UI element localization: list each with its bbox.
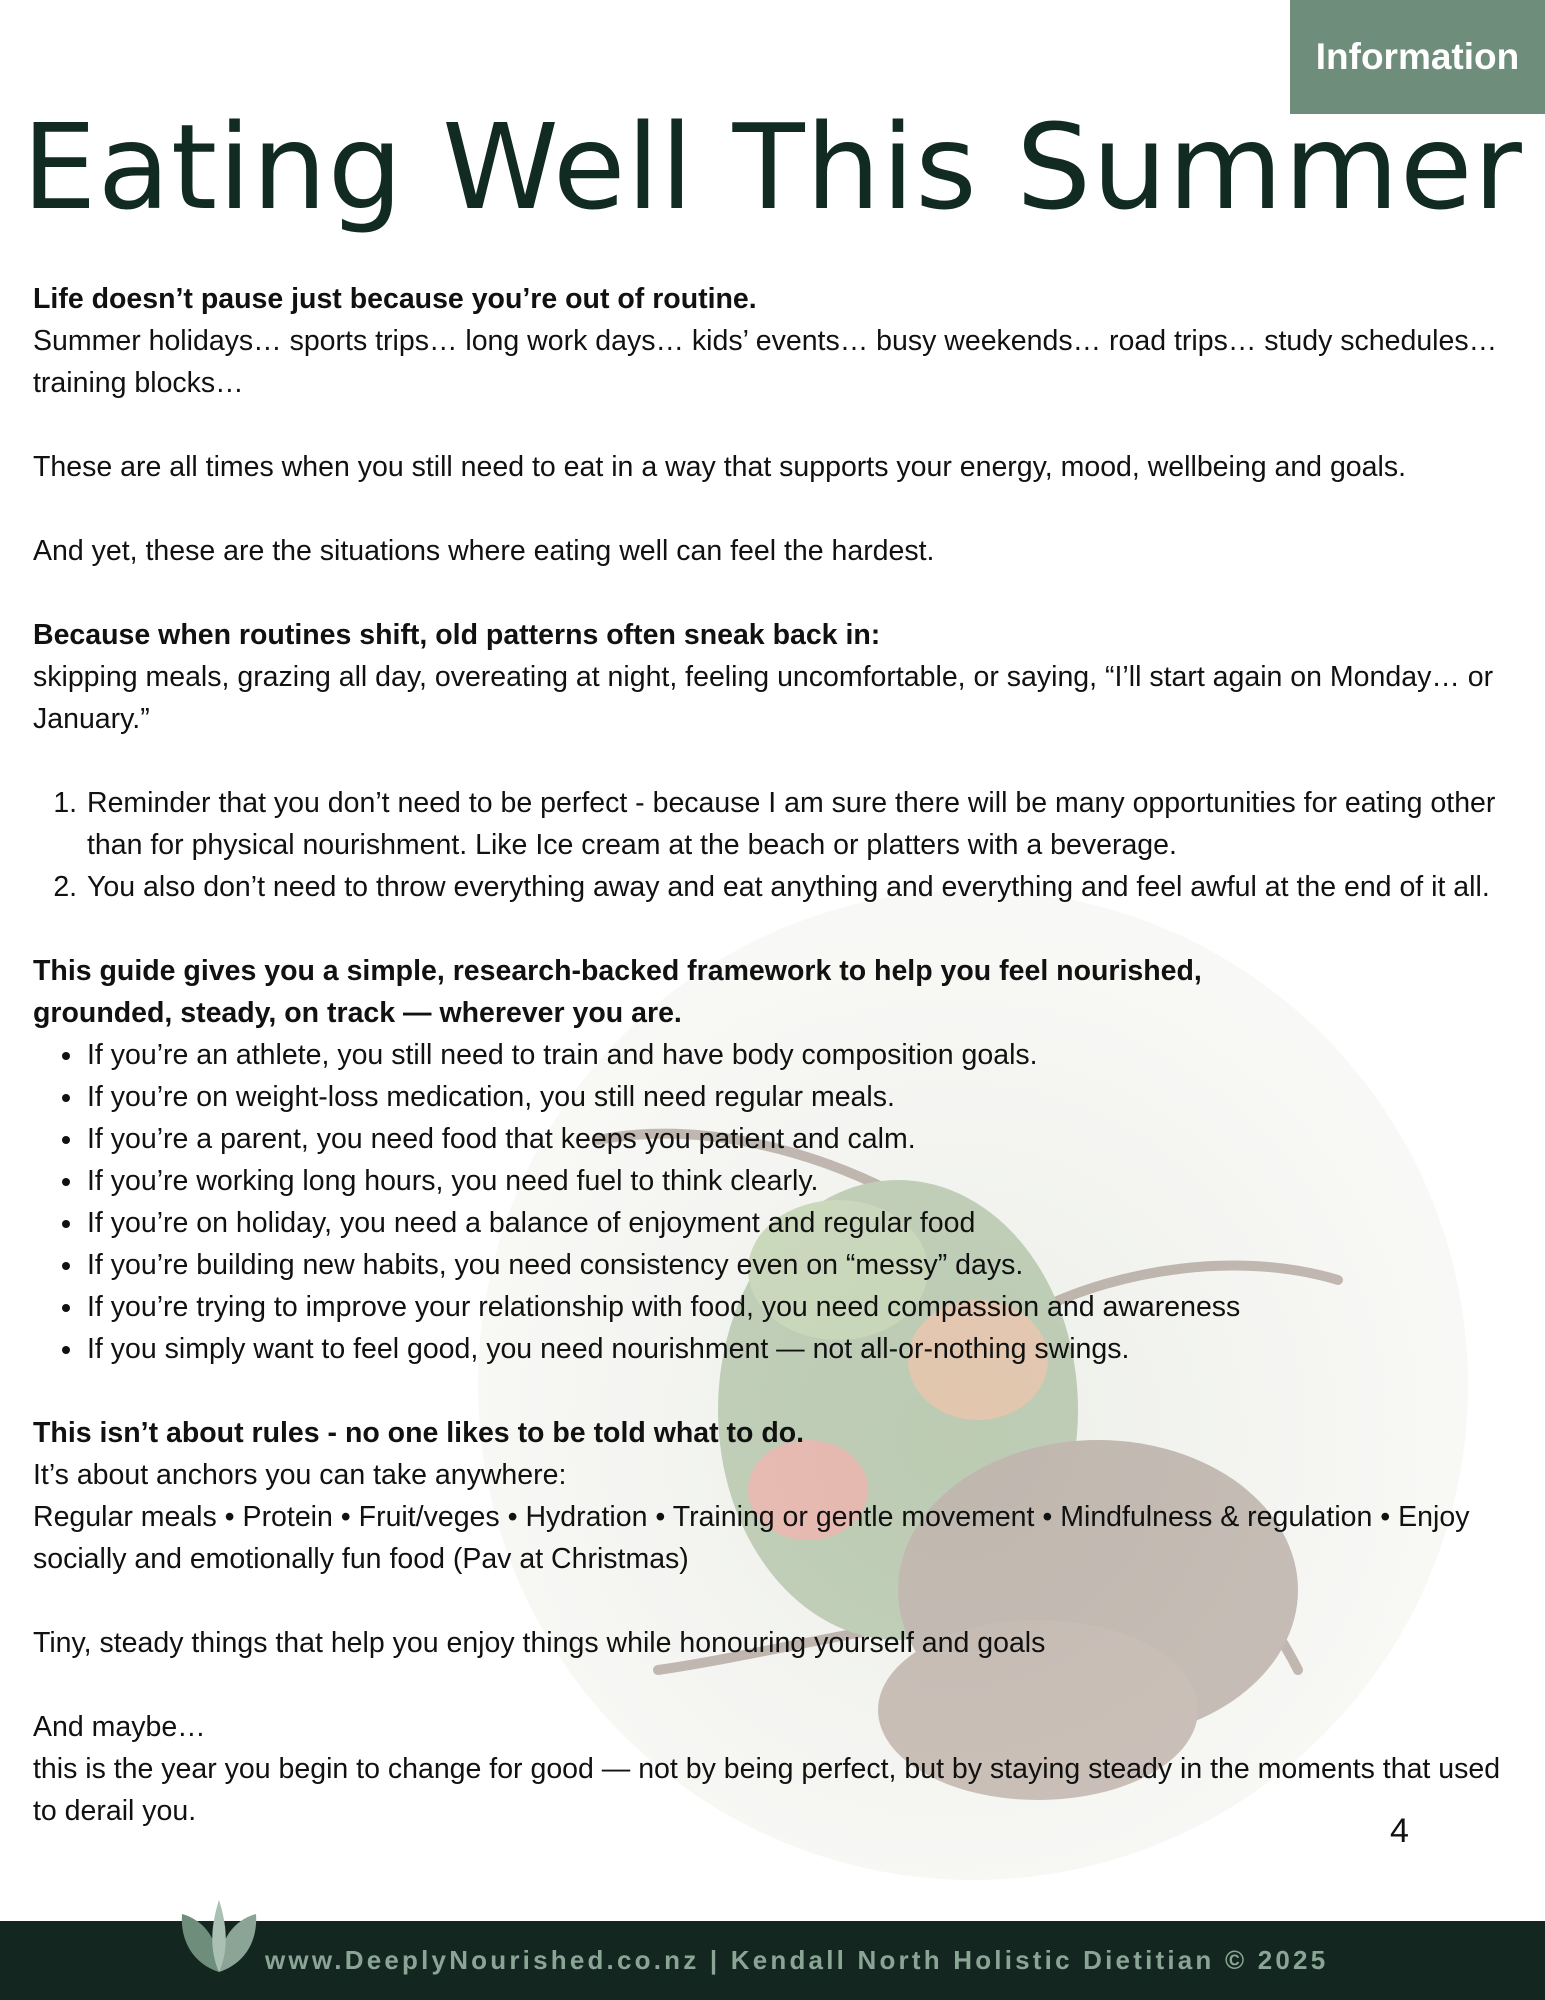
- page-number: 4: [1390, 1812, 1409, 1850]
- article-body: [33, 278, 1513, 1832]
- list-item: • If you’re on weight-loss medication, you still need regular meals.: [85, 1076, 1513, 1118]
- list-item: • If you’re building new habits, you need consistency even on “messy” days.: [85, 1244, 1513, 1286]
- anchors-heading: This isn’t about rules - no one likes to be told what to do.: [33, 1417, 805, 1449]
- anchors-intro: It’s about anchors you can take anywhere:: [33, 1459, 567, 1491]
- list-item: • If you’re an athlete, you still need to train and have body composition goals.: [85, 1034, 1513, 1076]
- information-badge: Information: [1290, 0, 1545, 114]
- list-item: • If you simply want to feel good, you need nourishment — not all-or-nothing swings.: [85, 1328, 1513, 1370]
- footer-text: www.DeeplyNourished.co.nz | Kendall North Holistic Dietitian © 2025: [265, 1945, 1329, 1975]
- list-item: • If you’re on holiday, you need a balance of enjoyment and regular food: [85, 1202, 1513, 1244]
- tiny-steady-text: Tiny, steady things that help you enjoy things while honouring yourself and goals: [33, 1627, 1046, 1659]
- page-title: Eating Well This Summer: [22, 98, 1523, 236]
- closing-line-1: And maybe…: [33, 1711, 206, 1743]
- guide-bullets: [33, 1034, 1513, 1370]
- list-item: • If you’re trying to improve your relationship with food, you need compassion and awareness: [85, 1286, 1513, 1328]
- guide-heading: This guide gives you a simple, research-backed framework to help you feel nourished, grounded, steady, on track — wherever you are.: [33, 955, 1202, 1029]
- intro-paragraph-3: And yet, these are the situations where eating well can feel the hardest.: [33, 535, 935, 567]
- reminders-list: [33, 782, 1513, 908]
- leaf-logo-icon: [176, 1894, 262, 1974]
- list-item: 1. Reminder that you don’t need to be perfect - because I am sure there will be many opportunities for eating other than for physical nourishment. Like Ice cream at the beach or platters with a beverage.: [85, 782, 1513, 866]
- intro-heading: Life doesn’t pause just because you’re out of routine.: [33, 283, 757, 315]
- anchors-list: Regular meals • Protein • Fruit/veges • Hydration • Training or gentle movement • Mindfulness & regulation • Enjoy socially and emotionally fun food (Pav at Christmas): [33, 1501, 1470, 1575]
- intro-paragraph-2: These are all times when you still need to eat in a way that supports your energy, mood, wellbeing and goals.: [33, 451, 1406, 483]
- intro-lines: Summer holidays… sports trips… long work days… kids’ events… busy weekends… road trips… study schedules… training blocks…: [33, 325, 1498, 399]
- list-item: 2. You also don’t need to throw everything away and eat anything and everything and feel awful at the end of it all.: [85, 866, 1513, 908]
- list-item: • If you’re working long hours, you need fuel to think clearly.: [85, 1160, 1513, 1202]
- patterns-text: skipping meals, grazing all day, overeating at night, feeling uncomfortable, or saying, “I’ll start again on Monday… or January.”: [33, 661, 1494, 735]
- closing-line-2: this is the year you begin to change for good — not by being perfect, but by staying steady in the moments that used to derail you.: [33, 1753, 1501, 1827]
- patterns-heading: Because when routines shift, old patterns often sneak back in:: [33, 619, 881, 651]
- list-item: • If you’re a parent, you need food that keeps you patient and calm.: [85, 1118, 1513, 1160]
